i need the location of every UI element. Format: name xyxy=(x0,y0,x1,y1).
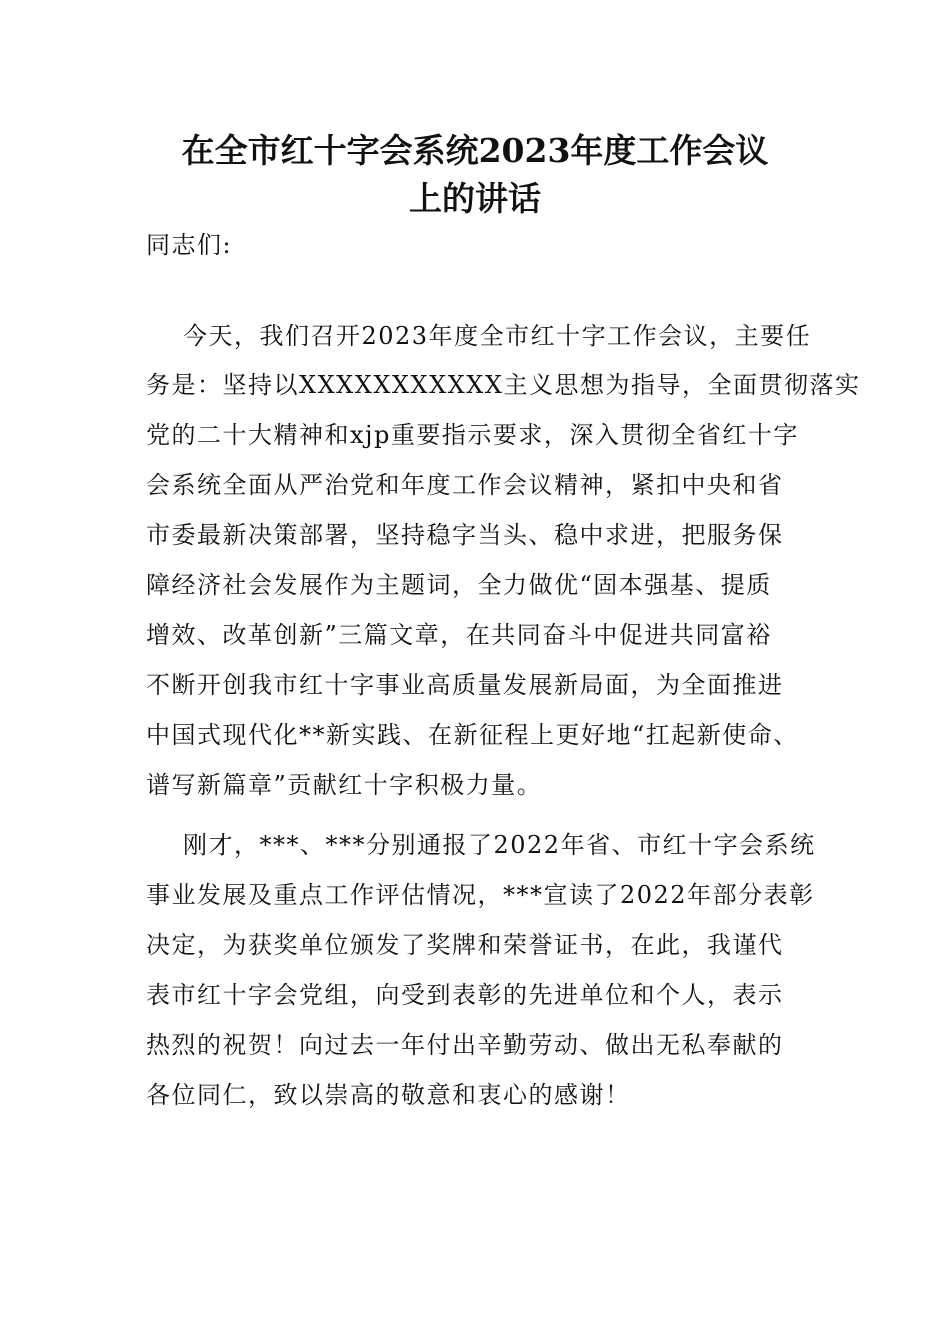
paragraph-2-line: 决定，为获奖单位颁发了奖牌和荣誉证书，在此，我谨代 xyxy=(146,931,784,959)
paragraph-2-line: 表市红十字会党组，向受到表彰的先进单位和个人，表示 xyxy=(146,981,784,1009)
paragraph-1-line: 务是：坚持以XXXXXXXXXXX主义思想为指导，全面贯彻落实 xyxy=(146,371,861,399)
paragraph-2-line: 热烈的祝贺！向过去一年付出辛勤劳动、做出无私奉献的 xyxy=(146,1031,784,1059)
paragraph-1-line: 中国式现代化**新实践、在新征程上更好地“扛起新使命、 xyxy=(146,721,799,749)
paragraph-1-line: 今天，我们召开2023年度全市红十字工作会议，主要任 xyxy=(183,322,812,350)
paragraph-1-line: 增效、改革创新”三篇文章，在共同奋斗中促进共同富裕 xyxy=(146,621,772,649)
paragraph-1-line: 会系统全面从严治党和年度工作会议精神，紧扣中央和省 xyxy=(146,471,784,499)
paragraph-1-line: 不断开创我市红十字事业高质量发展新局面，为全面推进 xyxy=(146,671,784,699)
paragraph-2-line: 各位同仁，致以崇高的敬意和衷心的感谢！ xyxy=(146,1081,631,1109)
paragraph-1-line: 党的二十大精神和xjp重要指示要求，深入贯彻全省红十字 xyxy=(146,421,799,449)
paragraph-1-line: 谱写新篇章”贡献红十字积极力量。 xyxy=(146,771,543,799)
paragraph-2-line: 刚才，***、***分别通报了2022年省、市红十字会系统 xyxy=(183,831,816,859)
paragraph-2-line: 事业发展及重点工作评估情况，***宣读了2022年部分表彰 xyxy=(146,881,815,909)
paragraph-1-line: 市委最新决策部署，坚持稳字当头、稳中求进，把服务保 xyxy=(146,521,784,549)
salutation: 同志们: xyxy=(146,231,233,259)
document-title-line-1: 在全市红十字会系统2023年度工作会议 xyxy=(181,131,769,170)
document-title-line-2: 上的讲话 xyxy=(409,179,541,218)
paragraph-1-line: 障经济社会发展作为主题词，全力做优“固本强基、提质 xyxy=(146,571,772,599)
